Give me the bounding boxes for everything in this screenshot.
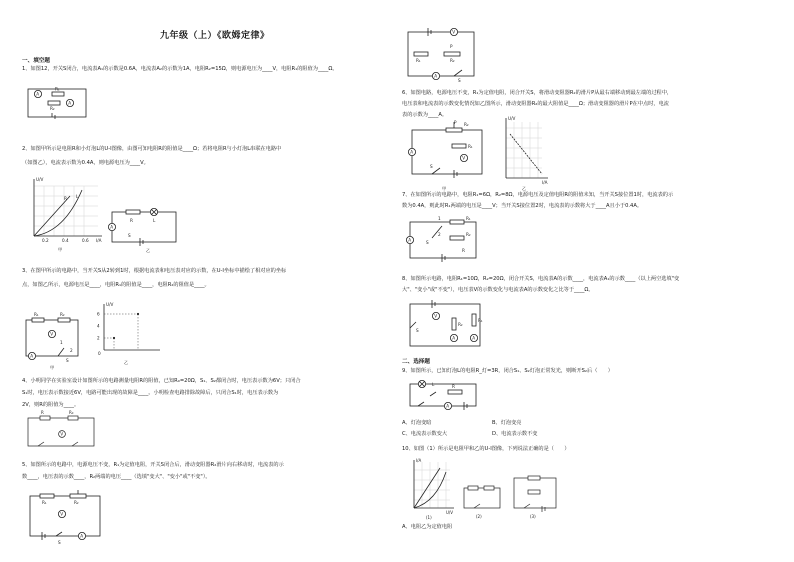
q3-tick-4: 4 — [97, 323, 100, 329]
question-6-line-2: 电压表和电流表的示数变化情况如乙图所示，滑动变阻器R₂的最大阻值是____Ω；滑动变阻器的滑片P在中点时，电流 — [402, 101, 669, 107]
q9-r-label: R — [452, 384, 455, 389]
section-fill-in-heading: 一、填空题 — [22, 58, 50, 64]
question-8-line-2: 大"、"变小"或"不变"），电压表V的示数变化与电流表A的示数变化之比等于____Ω。 — [402, 287, 594, 293]
question-8-line-1: 8、如图所示电路，电阻R₁=10Ω，R₂=20Ω，闭合开关S，电流表A的示数____，电流表A₁的示数____（以上两空选填"变 — [402, 276, 680, 282]
q4-r-label: R — [41, 410, 44, 415]
q2-tick-04: 0.4 — [62, 238, 69, 243]
q7-circuit-diagram — [402, 214, 486, 266]
q5-circuit-diagram — [22, 488, 108, 548]
q6-voltmeter: V — [462, 155, 466, 161]
q4-voltmeter: V — [60, 431, 64, 437]
q8-ammeter-a: A — [452, 335, 456, 341]
q7-r-label: R — [462, 248, 465, 253]
q2-caption-jia: 甲 — [58, 247, 63, 252]
q3-voltmeter: V — [50, 331, 54, 337]
question-3-line-2: 点，如图乙所示，电源电压是____，电阻R₁的阻值是____，电阻R₂的阻值是____。 — [22, 282, 210, 288]
q2-r-label: R — [130, 218, 133, 223]
q4-circuit-diagram — [24, 412, 100, 452]
q3-r1-label: R₁ — [34, 312, 39, 317]
question-7-line-1: 7、在如图所示的电路中，电阻R₁=6Ω，R₂=8Ω，电源电压及定值电阻R的阻值未知，当开关S接位置1时，电流表的示 — [402, 192, 674, 198]
q1-r1-label: R₁ — [55, 86, 60, 92]
q9-option-c[interactable]: C、电流表示数变大 — [402, 431, 448, 437]
q9-option-b[interactable]: B、灯泡变亮 — [492, 420, 522, 426]
q3-circuit-jia — [22, 312, 86, 372]
q8-r1-label: R₁ — [478, 318, 483, 323]
q9-ammeter: A — [446, 403, 450, 409]
question-4-line-3: 2V，则R的阻值为____。 — [22, 402, 80, 408]
question-4-line-1: 4、小明同学在实验室设计如图所示的电路测量电阻R的阻值，已知R₀=20Ω，S₁、S₂都闭合时，电压表示数为6V；只闭合 — [22, 378, 301, 384]
q9-circuit-diagram — [404, 378, 486, 412]
q2-ui-graph-jia — [24, 176, 106, 254]
question-4-line-2: S₁时，电压表示数接近6V，电路可能出现的故障是____。小明检查电路排除故障后，只闭合S₁时，电压表示数为 — [22, 390, 279, 396]
q7-r1-label: R₁ — [466, 216, 471, 221]
q10-option-a[interactable]: A、电阻乙为定值电阻 — [402, 524, 453, 530]
q10-circuit-2 — [460, 482, 504, 520]
q1-ammeter-a1: A — [36, 91, 40, 97]
q3-y-axis-label: U/V — [106, 302, 114, 307]
question-2-line-2: （如图乙），电流表示数为0.4A，则电源电压为____V。 — [22, 160, 149, 166]
q5-top-switch: S — [458, 78, 461, 83]
question-6-line-3: 表的示数为____A。 — [402, 112, 448, 118]
q6-switch-label: S — [430, 164, 433, 169]
q3-ammeter: A — [30, 353, 34, 359]
q2-l-curve-label: L — [76, 194, 79, 199]
question-1-line: 1、如图12，开关S闭合，电流表A₁的示数是0.6A，电流表A₂的示数为1A，电阻R₂=15Ω，则电源电压为____V，电阻R₁的阻值为____Ω。 — [22, 66, 338, 72]
q10-x-axis-label: U/V — [446, 510, 454, 515]
q5-top-circuit — [400, 26, 486, 84]
q6-r1-label: R₁ — [468, 144, 473, 149]
q4-r0-label: R₀ — [69, 410, 74, 415]
q6-circuit-jia — [402, 116, 494, 192]
q6-x-axis-label: I/A — [542, 180, 548, 185]
q3-tick-2: 2 — [97, 335, 100, 341]
q10-caption-3: (3) — [530, 514, 536, 519]
q2-tick-06: 0.6 — [82, 238, 89, 243]
q3-pos-1: 1 — [60, 340, 63, 345]
question-2-line-1: 2、如图甲所示是电阻R和小灯泡L的U-I图像，由图可知电阻R的阻值是____Ω；若将电阻R与小灯泡L串联在电路中 — [22, 146, 282, 152]
question-5-line-1: 5、如图所示的电路中，电源电压不变，R₁为定值电阻，开关S闭合后，滑动变阻器R₂滑片向右移动时，电流表的示 — [22, 462, 284, 468]
q2-tick-02: 0.2 — [42, 238, 49, 243]
question-7-line-2: 数为0.4A，则此时R₁两端的电压是____V；当开关S接位置2时，电流表的示数将大于____A且小于0.4A。 — [402, 203, 643, 209]
q1-circuit-diagram — [22, 86, 92, 122]
q8-voltmeter: V — [434, 313, 438, 319]
q2-circuit-yi — [106, 206, 186, 254]
q2-l-label: L — [153, 218, 156, 223]
q8-switch-label: S — [416, 328, 419, 333]
q3-caption-yi: 乙 — [124, 360, 129, 365]
q3-r2-label: R₂ — [60, 312, 65, 317]
q5-switch-label: S — [58, 540, 61, 545]
q6-r2-label: R₂ — [464, 122, 469, 127]
q10-ui-graph-1 — [406, 458, 458, 520]
q1-ammeter-a2: A — [68, 100, 72, 106]
q10-y-axis-label: I/A — [416, 458, 422, 463]
q7-pos-1: 1 — [438, 216, 441, 221]
question-10-line: 10、如图（1）所示是电阻甲和乙的U-I图像，下列说法正确的是（ ） — [402, 446, 570, 452]
q6-caption-yi: 乙 — [522, 186, 527, 191]
question-9-line: 9、如图所示，已知灯泡L的电阻R_灯=3R，闭合S₁、S₂灯泡正常发光，则断开S₂后（ ） — [402, 368, 613, 374]
q7-ammeter: A — [408, 237, 412, 243]
q3-caption-jia: 甲 — [50, 365, 55, 370]
q5-top-p: P — [450, 44, 453, 49]
q2-y-axis-label: U/V — [36, 177, 44, 182]
q3-tick-6: 6 — [97, 311, 100, 317]
q3-origin: 0 — [98, 351, 101, 356]
section-choice-heading: 二、选择题 — [402, 359, 430, 365]
q9-l-label: L — [432, 382, 435, 387]
q9-option-d[interactable]: D、电流表示数不变 — [492, 431, 538, 437]
q5-top-r2: R₂ — [450, 58, 455, 63]
q6-ammeter: A — [410, 149, 414, 155]
q5-r1-label: R₁ — [42, 500, 47, 505]
q10-caption-2: (2) — [476, 514, 482, 519]
q8-circuit-diagram — [402, 298, 488, 354]
q10-caption-1: (1) — [426, 515, 432, 520]
q6-p-label: P — [454, 120, 457, 125]
q7-r2-label: R₂ — [466, 232, 471, 237]
q5-voltmeter: V — [60, 511, 64, 517]
q6-y-axis-label: U/V — [508, 116, 516, 121]
q3-switch-label: S — [66, 358, 69, 363]
q2-ammeter: A — [110, 224, 114, 230]
q6-ui-graph-yi — [498, 116, 556, 192]
q2-r-curve-label: R — [64, 196, 67, 201]
q7-switch-label: S — [426, 240, 429, 245]
page-title: 九年级（上）《欧姆定律》 — [160, 31, 270, 41]
q7-pos-2: 2 — [438, 232, 441, 237]
q10-circuit-3 — [510, 472, 562, 520]
q1-r2-label: R₂ — [50, 106, 55, 111]
q6-caption-jia: 甲 — [442, 186, 447, 191]
q5-ammeter: A — [80, 533, 84, 539]
q9-option-a[interactable]: A、灯泡变暗 — [402, 420, 432, 426]
question-3-line-1: 3、在图甲所示的电路中，当开关S从2转到1时，根据电流表和电压表对应的示数，在U-I坐标中描绘了相对应的坐标 — [22, 268, 287, 274]
q3-pos-2: 2 — [70, 348, 73, 353]
question-6-line-1: 6、如图电路，电源电压不变，R₁为定值电阻，闭合开关S，将滑动变阻器R₂的滑片P从最右端移动到最左端的过程中， — [402, 90, 673, 96]
q2-caption-yi: 乙 — [146, 248, 151, 253]
q5-top-ammeter: A — [434, 73, 438, 79]
q5-top-voltmeter: V — [452, 29, 456, 35]
q5-top-r1: R₁ — [416, 58, 421, 63]
question-5-line-2: 数____，电压表的示数____，R₂两端的电压____（选填"变大"、"变小"或"不变"）。 — [22, 474, 211, 480]
q8-ammeter-a1: A — [472, 335, 476, 341]
q2-x-axis-label: I/A — [96, 238, 102, 243]
q2-switch-label: S — [128, 233, 131, 238]
q3-ui-graph-yi — [94, 300, 166, 370]
q5-r2-label: R₂ — [74, 500, 79, 505]
q8-r2-label: R₂ — [458, 322, 463, 327]
